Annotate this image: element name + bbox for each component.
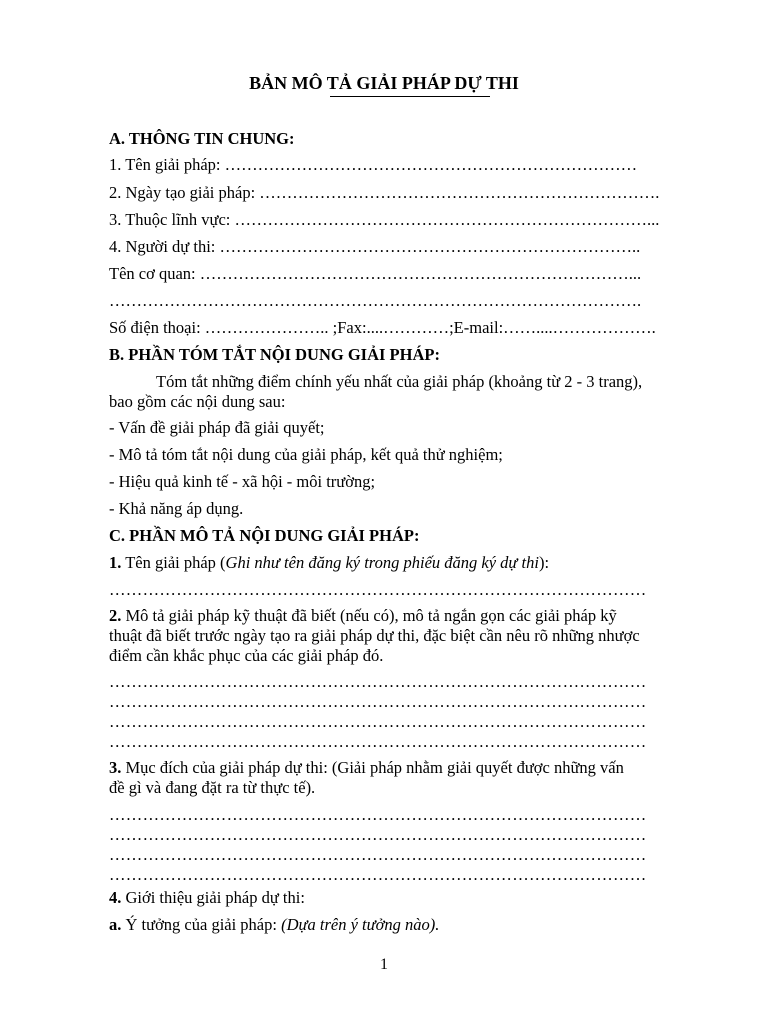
document-title: BẢN MÔ TẢ GIẢI PHÁP DỰ THI — [249, 73, 519, 93]
section-c-item-4 — [109, 888, 305, 908]
field-contact: Số điện thoại: ………………….. ;Fax:....…………;E-mail:……....………………. — [109, 318, 656, 337]
item-text: Giới thiệu giải pháp dự thi: — [121, 888, 305, 907]
item-italic-note: Ghi như tên đăng ký trong phiếu đăng ký dự thi — [225, 553, 539, 572]
section-c-item-2 — [109, 606, 617, 626]
item-text: Mục đích của giải pháp dự thi: (Giải pháp nhằm giải quyết được những vấn — [121, 758, 624, 777]
section-b-intro-1: Tóm tắt những điểm chính yếu nhất của giải pháp (khoảng từ 2 - 3 trang), — [156, 372, 643, 391]
section-c-item-3-line-2: đề gì và đang đặt ra từ thực tế). — [109, 778, 316, 797]
answer-line: …………………………………………………………………………………… — [109, 712, 647, 731]
section-c-item-2-line-3: điểm cần khắc phục của các giải pháp đó. — [109, 646, 384, 665]
section-b-intro-2: bao gồm các nội dung sau: — [109, 392, 286, 411]
section-b-item: - Hiệu quả kinh tế - xã hội - môi trường; — [109, 472, 376, 491]
item-text: Tên giải pháp ( — [121, 553, 226, 572]
answer-line: …………………………………………………………………………………… — [109, 825, 647, 844]
field-solution-name: 1. Tên giải pháp: ………………………………………………………………… — [109, 155, 638, 174]
field-participant: 4. Người dự thi: ………………………………………………………………….. — [109, 237, 641, 256]
section-b-item: - Vấn đề giải pháp đã giải quyết; — [109, 418, 325, 437]
answer-line: …………………………………………………………………………………… — [109, 865, 647, 884]
section-c-item-3 — [109, 758, 624, 778]
answer-line: …………………………………………………………………………………… — [109, 845, 647, 864]
title-underline — [330, 96, 490, 97]
item-number: 4. — [109, 888, 122, 907]
section-a-heading: A. THÔNG TIN CHUNG: — [109, 129, 295, 148]
section-c-item-2-line-2: thuật đã biết trước ngày tạo ra giải pháp dự thi, đặc biệt cần nêu rõ những nhược — [109, 626, 640, 645]
item-number: 2. — [109, 606, 122, 625]
item-italic-note: (Dựa trên ý tưởng nào). — [281, 915, 440, 934]
field-field-of-study: 3. Thuộc lĩnh vực: …………………………………………………………………... — [109, 210, 660, 229]
field-organization-cont: ……………………………………………………………………………………. — [109, 291, 642, 310]
section-c-item-1 — [109, 553, 549, 573]
field-creation-date: 2. Ngày tạo giải pháp: ………………………………………………………………. — [109, 183, 660, 202]
section-c-item-a — [109, 915, 439, 935]
item-text: ): — [538, 553, 550, 572]
answer-line: …………………………………………………………………………………… — [109, 692, 647, 711]
answer-line: …………………………………………………………………………………… — [109, 672, 647, 691]
section-b-item: - Khả năng áp dụng. — [109, 499, 244, 518]
item-number: 3. — [109, 758, 122, 777]
item-number: a. — [109, 915, 122, 934]
field-organization: Tên cơ quan: ……………………………………………………………………... — [109, 264, 642, 283]
answer-line: …………………………………………………………………………………… — [109, 805, 647, 824]
answer-line: …………………………………………………………………………………… — [109, 732, 647, 751]
section-b-item: - Mô tả tóm tắt nội dung của giải pháp, kết quả thử nghiệm; — [109, 445, 503, 464]
item-number: 1. — [109, 553, 122, 572]
item-text: Ý tưởng của giải pháp: — [121, 915, 282, 934]
page-number: 1 — [380, 956, 388, 973]
section-c-heading: C. PHẦN MÔ TẢ NỘI DUNG GIẢI PHÁP: — [109, 526, 420, 545]
answer-line: …………………………………………………………………………………… — [109, 580, 647, 599]
section-b-heading: B. PHẦN TÓM TẮT NỘI DUNG GIẢI PHÁP: — [109, 345, 440, 364]
item-text: Mô tả giải pháp kỹ thuật đã biết (nếu có), mô tả ngắn gọn các giải pháp kỹ — [121, 606, 617, 625]
